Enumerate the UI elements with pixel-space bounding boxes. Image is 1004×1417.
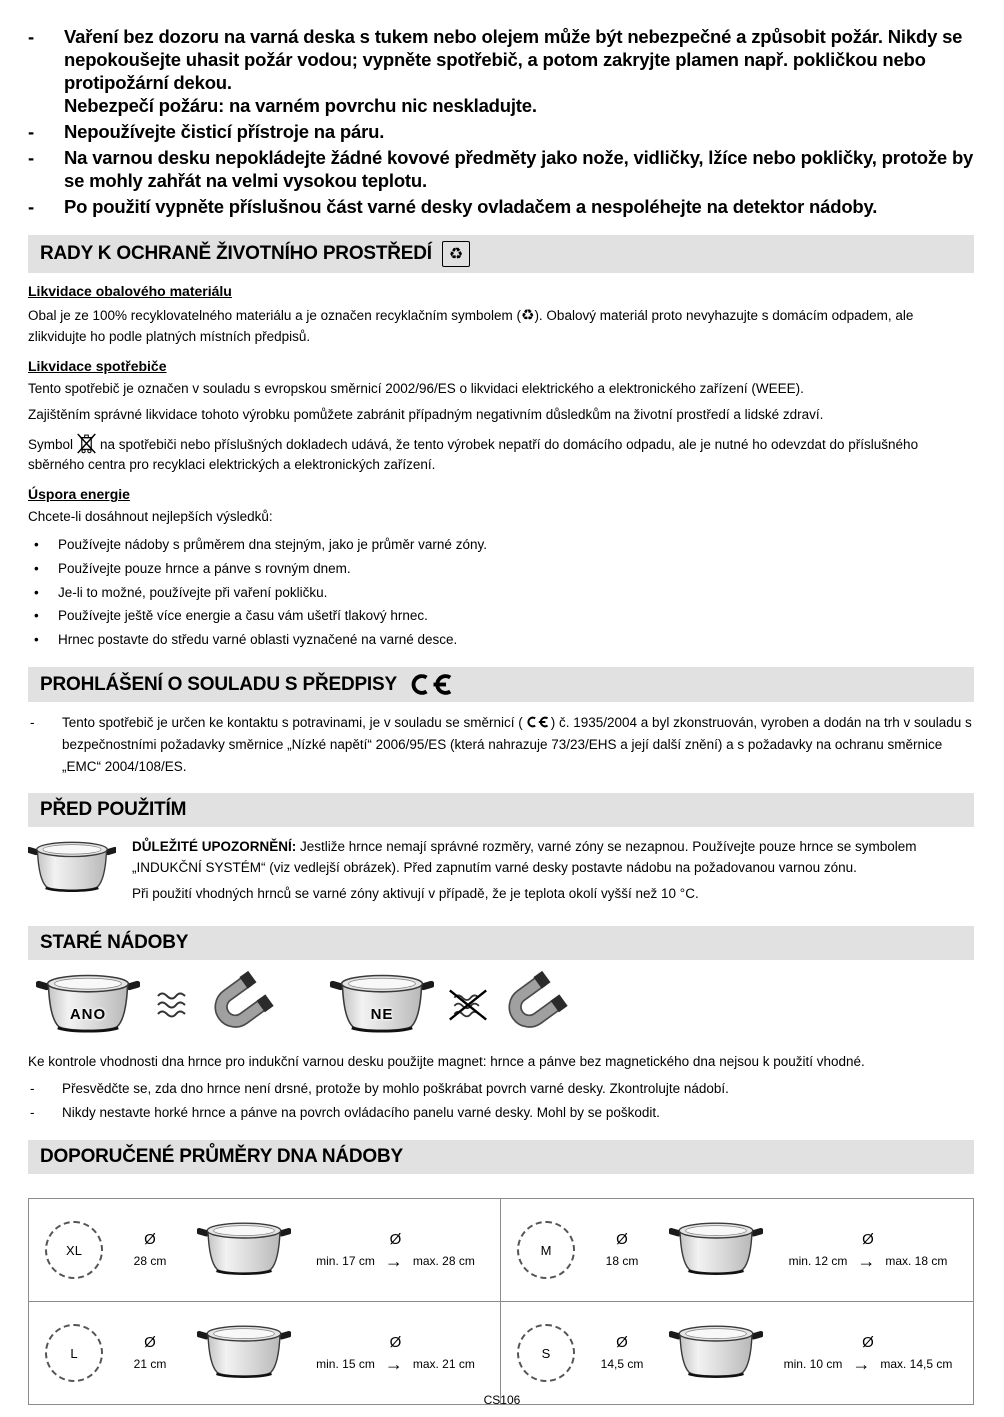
dash-marker: - <box>28 26 34 47</box>
min-diameter: min. 17 cm <box>316 1254 375 1269</box>
bullet-marker: • <box>34 584 39 600</box>
pan-diameter: 14,5 cm <box>600 1357 644 1372</box>
bullet-marker: • <box>34 631 39 647</box>
diameter-symbol: Ø <box>144 1334 156 1352</box>
section-header-before-use <box>28 793 974 827</box>
diameter-cell-xl <box>29 1199 501 1302</box>
section-header-compliance <box>28 667 974 702</box>
bullet-marker: • <box>34 608 39 624</box>
tip-item: • Používejte nádoby s průměrem dna stejným, jako je průměr varné zóny. <box>28 533 974 557</box>
before-use-block: DŮLEŽITÉ UPOZORNĚNÍ: Jestliže hrnce nemají správné rozměry, varné zóny se nezapnou. Používejte pouze hrnce se symbolem „INDUKČNÍ SYSTÉM“ (viz vedlejší obrázek). Před zapnutím varné desky postavte nádobu na požadovanou varnou zónu. Při použití vhodných hrnců se varné zóny aktivují v případě, že je teplota okolí vyšší než 10 °C. <box>28 837 974 910</box>
section-header-diameters <box>28 1140 974 1174</box>
safety-text: Vaření bez dozoru na varná deska s tukem nebo olejem může být nebezpečné a způsobit požár. Nikdy se nepokoušejte uhasit požár vodou; vypněte spotřebič, a potom zakryjte plamen např. pokličkou nebo protipožární dekou. <box>64 26 963 93</box>
magnet-test-text: Ke kontrole vhodnosti dna hrnce pro indukční varnou desku použijte magnet: hrnce a pánve bez magnetického dna nejsou k použití vhodné. <box>28 1053 865 1069</box>
max-diameter: max. 14,5 cm <box>880 1357 953 1372</box>
min-diameter: min. 12 cm <box>788 1254 848 1269</box>
tip-item: • Používejte pouze hrnce a pánve s rovným dnem. <box>28 557 974 581</box>
energy-intro: Chcete-li dosáhnout nejlepších výsledků: <box>28 509 273 525</box>
diameter-symbol: Ø <box>862 1333 874 1351</box>
safety-item <box>28 147 974 193</box>
bullet-marker: • <box>34 537 39 553</box>
diameter-symbol: Ø <box>616 1334 628 1352</box>
arrow-right-icon: → <box>852 1353 871 1374</box>
induction-pot-icon <box>28 839 116 897</box>
pan-size-badge: S <box>517 1324 575 1382</box>
dash-marker: - <box>28 146 34 168</box>
min-diameter: min. 15 cm <box>316 1357 375 1372</box>
ce-mark-icon <box>407 673 453 696</box>
no-label: NE <box>370 1006 394 1024</box>
recycling-symbol-icon: ♻ <box>520 306 535 324</box>
diameter-symbol: Ø <box>862 1230 874 1248</box>
dash-marker: - <box>28 120 34 142</box>
safety-text: Po použití vypněte příslušnou část varné desky ovladačem a nespoléhejte na detektor nádoby. <box>64 195 878 217</box>
diameter-cell-s <box>501 1302 973 1404</box>
subsection-energy-title: Úspora energie <box>28 486 130 503</box>
old-pans-bullet: - Nikdy nestavte horké hrnce a pánve na povrch ovládacího panelu varné desky. Mohl by se poškodit. <box>28 1102 974 1124</box>
safety-item <box>28 196 974 219</box>
pan-diameter: 18 cm <box>605 1254 639 1269</box>
pan-diameter: 21 cm <box>133 1357 167 1372</box>
pot-suitable-illustration <box>36 972 140 1038</box>
bullet-marker: • <box>34 560 39 576</box>
pan-diameter: 28 cm <box>133 1254 167 1269</box>
magnetic-waves-icon <box>154 988 194 1022</box>
max-diameter: max. 28 cm <box>412 1254 475 1269</box>
pot-unsuitable-illustration <box>330 972 434 1038</box>
section-title: DOPORUČENÉ PRŮMĚRY DNA NÁDOBY <box>40 1146 403 1168</box>
pot-illustration <box>36 972 140 1038</box>
safety-subtext: Nebezpečí požáru: na varném povrchu nic neskladujte. <box>64 94 537 116</box>
weee-crossed-bin-icon <box>77 432 96 455</box>
recycling-icon: ♻ <box>442 241 470 267</box>
dash-marker: - <box>30 1105 35 1121</box>
safety-item <box>28 121 974 144</box>
pot-illustration <box>669 1220 763 1280</box>
disposal-line1: Tento spotřebič je označen v souladu s evropskou směrnicí 2002/96/ES o likvidaci elektrického a elektronického zařízení (WEEE). <box>28 380 804 396</box>
compliance-paragraph: - Tento spotřebič je určen ke kontaktu s potravinami, je v souladu se směrnicí ( ) č. 1935/2004 a byl zkonstruován, vyroben a dodán na trh v souladu s bezpečnostními požadavky směrnice „Nízké napětí“ 2006/95/ES (která nahrazuje 73/23/EHS a její další znění) a s požadavky na ochranu směrnice „EMC“ 2004/108/ES. <box>28 712 974 777</box>
diameter-cell-l <box>29 1302 501 1404</box>
arrow-right-icon: → <box>857 1250 876 1271</box>
section-title: RADY K OCHRANĚ ŽIVOTNÍHO PROSTŘEDÍ <box>40 242 432 264</box>
safety-text: Nepoužívejte čisticí přístroje na páru. <box>64 120 385 142</box>
diameter-symbol: Ø <box>144 1231 156 1249</box>
section-title: PŘED POUŽITÍM <box>40 799 187 821</box>
pot-illustration <box>197 1220 291 1280</box>
arrow-right-icon: → <box>384 1250 403 1271</box>
before-use-note: Při použití vhodných hrnců se varné zóny aktivují v případě, že je teplota okolí vyšší než 10 °C. <box>132 886 699 902</box>
disposal-line2: Zajištěním správné likvidace tohoto výrobku pomůžete zabránit případným negativním důsledkům na životní prostředí a lidské zdraví. <box>28 406 824 422</box>
pot-illustration <box>330 972 434 1038</box>
energy-tips-list <box>28 533 974 651</box>
ce-mark-inline-icon <box>525 716 549 728</box>
safety-warning-list <box>28 26 974 219</box>
safety-item <box>28 26 974 118</box>
max-diameter: max. 21 cm <box>412 1357 475 1372</box>
crossed-waves-icon <box>448 988 488 1022</box>
safety-text: Na varnou desku nepokládejte žádné kovové předměty jako nože, vidličky, lžíce nebo pokličky, protože by se mohly zahřát na velmi vysokou teplotu. <box>64 146 974 191</box>
yes-label: ANO <box>69 1006 107 1024</box>
pan-size-badge: XL <box>45 1221 103 1279</box>
magnet-icon <box>492 966 571 1043</box>
section-title: PROHLÁŠENÍ O SOULADU S PŘEDPISY <box>40 673 397 695</box>
tip-item: • Je-li to možné, používejte při vaření pokličku. <box>28 581 974 605</box>
diameter-symbol: Ø <box>389 1333 402 1351</box>
section-title: STARÉ NÁDOBY <box>40 931 189 953</box>
diameters-table <box>28 1198 974 1405</box>
packaging-paragraph: Obal je ze 100% recyklovatelného materiálu a je označen recyklačním symbolem (♻). Obalový materiál proto nevyhazujte s domácím odpadem, ale zlikvidujte ho podle platných místních předpisů. <box>28 306 914 344</box>
section-header-environment <box>28 235 974 273</box>
diameter-symbol: Ø <box>389 1230 402 1248</box>
dash-marker: - <box>30 715 35 731</box>
pot-illustration <box>197 1323 291 1383</box>
diameter-symbol: Ø <box>616 1231 628 1249</box>
important-notice-label: DŮLEŽITÉ UPOZORNĚNÍ: <box>132 839 297 855</box>
pan-size-badge: M <box>517 1221 575 1279</box>
max-diameter: max. 18 cm <box>885 1254 948 1269</box>
subsection-disposal-title: Likvidace spotřebiče <box>28 357 167 374</box>
weee-symbol-paragraph: Symbol na spotřebiči nebo příslušných dokladech udává, že tento výrobek nepatří do domácího odpadu, ale je nutné ho odevzdat do příslušného sběrného centra pro recyklaci elektrických a elektronických zařízení. <box>28 432 974 477</box>
pot-illustration <box>669 1323 763 1383</box>
dash-marker: - <box>30 1080 35 1096</box>
section-header-old-pans <box>28 926 974 960</box>
diameter-cell-m <box>501 1199 973 1302</box>
magnet-test-figure <box>28 972 974 1038</box>
pan-size-badge: L <box>45 1324 103 1382</box>
subsection-packaging-title: Likvidace obalového materiálu <box>28 282 232 299</box>
tip-item: • Hrnec postavte do středu varné oblasti vyznačené na varné desce. <box>28 628 974 652</box>
dash-marker: - <box>28 195 34 217</box>
page-code: CS106 <box>483 1393 521 1407</box>
min-diameter: min. 10 cm <box>783 1357 843 1372</box>
tip-item: • Používejte ještě více energie a času vám ušetří tlakový hrnec. <box>28 604 974 628</box>
old-pans-bullet: - Přesvědčte se, zda dno hrnce není drsné, protože by mohlo poškrábat povrch varné desky. Zkontrolujte nádobí. <box>28 1078 974 1100</box>
arrow-right-icon: → <box>384 1353 403 1374</box>
magnet-icon <box>198 966 277 1043</box>
